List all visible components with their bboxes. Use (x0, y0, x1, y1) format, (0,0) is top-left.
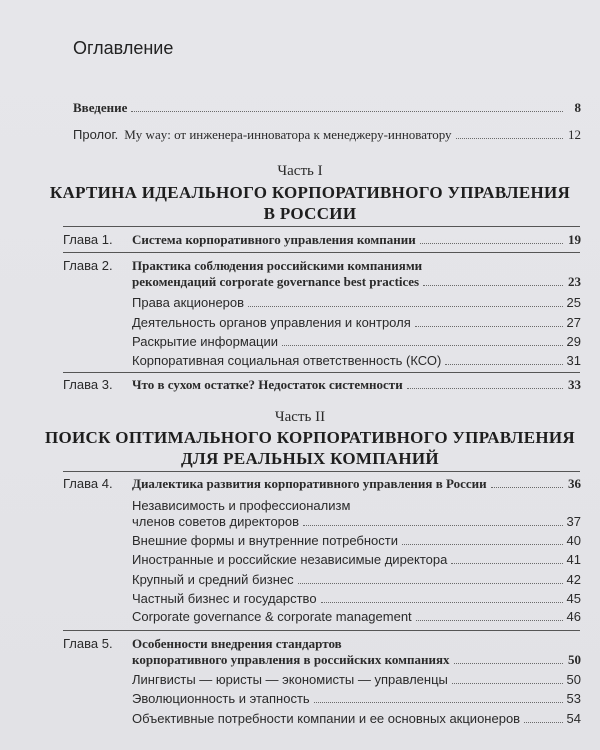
divider (63, 226, 580, 227)
dot-leader (456, 138, 563, 139)
page-number: 36 (568, 476, 581, 491)
dot-leader (452, 683, 563, 684)
dot-leader (321, 602, 563, 603)
toc-subentry[interactable] (132, 609, 581, 624)
entry-text: Крупный и средний бизнес (132, 572, 294, 587)
page-number: 50 (568, 652, 581, 667)
dot-leader (415, 326, 563, 327)
entry-text: членов советов директоров (132, 514, 300, 529)
page-number: 25 (566, 295, 581, 310)
dot-leader (491, 487, 563, 488)
toc-subentry[interactable] (132, 315, 581, 330)
chapter-5-label: Глава 5. (63, 636, 113, 651)
toc-subentry[interactable] (132, 672, 581, 687)
page-number: 29 (566, 334, 581, 349)
entry-text: Частный бизнес и государство (132, 591, 317, 606)
dot-leader (420, 243, 563, 244)
entry-text: Лингвисты — юристы — экономисты — управленцы (132, 672, 448, 687)
chapter-2-label: Глава 2. (63, 258, 113, 273)
part-1-title-line2: В РОССИИ (263, 204, 357, 223)
entry-text: Иностранные и российские независимые директора (132, 552, 448, 567)
toc-entry-chapter-5[interactable] (132, 652, 581, 667)
entry-text: Объективные потребности компании и ее основных акционеров (132, 711, 521, 726)
entry-text: Деятельность органов управления и контроля (132, 315, 411, 330)
dot-leader (131, 111, 563, 112)
dot-leader (314, 702, 563, 703)
toc-entry-chapter-1[interactable] (132, 232, 581, 247)
toc-entry-chapter-2[interactable] (132, 274, 581, 289)
dot-leader (451, 563, 562, 564)
entry-text: Внешние формы и внутренние потребности (132, 533, 398, 548)
entry-text: корпоративного управления в российских компаниях (132, 652, 450, 667)
page-number: 37 (566, 514, 581, 529)
chapter-4-label: Глава 4. (63, 476, 113, 491)
toc-subentry[interactable] (132, 591, 581, 606)
page-number: 54 (566, 711, 581, 726)
toc-entry-prologue[interactable] (73, 127, 581, 142)
dot-leader (445, 364, 562, 365)
page-number: 12 (568, 127, 581, 142)
divider (63, 630, 580, 631)
entry-text: Система корпоративного управления компании (132, 232, 416, 247)
entry-text: Что в сухом остатке? Недостаток системности (132, 377, 403, 392)
divider (63, 252, 580, 253)
entry-text: Диалектика развития корпоративного управления в России (132, 476, 487, 491)
page-number: 46 (566, 609, 581, 624)
dot-leader (248, 306, 562, 307)
toc-entry-introduction[interactable] (73, 100, 581, 115)
page-number: 33 (568, 377, 581, 392)
page-number: 19 (568, 232, 581, 247)
toc-subentry[interactable] (132, 514, 581, 529)
page-number: 23 (568, 274, 581, 289)
entry-text: Введение (73, 100, 128, 115)
divider (63, 471, 580, 472)
dot-leader (282, 345, 563, 346)
toc-subentry[interactable] (132, 533, 581, 548)
dot-leader (416, 620, 563, 621)
entry-label: Пролог. (73, 127, 119, 142)
toc-subentry[interactable] (132, 334, 581, 349)
part-1-title-line1: КАРТИНА ИДЕАЛЬНОГО КОРПОРАТИВНОГО УПРАВЛЕНИЯ (49, 183, 571, 202)
divider (63, 372, 580, 373)
part-1-number: Часть I (277, 163, 323, 179)
chapter-5-title-line1[interactable]: Особенности внедрения стандартов (132, 636, 342, 651)
chapter-1-label: Глава 1. (63, 232, 113, 247)
page-number: 31 (566, 353, 581, 368)
entry-text: Корпоративная социальная ответственность (КСО) (132, 353, 442, 368)
page-number: 53 (566, 691, 581, 706)
toc-subentry[interactable] (132, 295, 581, 310)
toc-subentry[interactable] (132, 691, 581, 706)
page-number: 27 (566, 315, 581, 330)
dot-leader (454, 663, 564, 664)
chapter-3-label: Глава 3. (63, 377, 113, 392)
entry-text: Права акционеров (132, 295, 245, 310)
page-number: 8 (574, 100, 581, 115)
dot-leader (303, 525, 562, 526)
toc-subentry[interactable] (132, 353, 581, 368)
toc-entry-chapter-3[interactable] (132, 377, 581, 392)
page-number: 41 (566, 552, 581, 567)
toc-subentry[interactable] (132, 572, 581, 587)
part-2-number: Часть II (274, 409, 326, 425)
dot-leader (298, 583, 563, 584)
chapter-4-subentry-line1[interactable]: Независимость и профессионализм (132, 498, 351, 513)
entry-text: My way: от инженера-инноватора к менеджеру-инноватору (124, 127, 452, 142)
page-number: 45 (566, 591, 581, 606)
dot-leader (524, 722, 562, 723)
toc-title: Оглавление (73, 38, 174, 58)
dot-leader (402, 544, 563, 545)
page-number: 42 (566, 572, 581, 587)
part-2-title-line2: ДЛЯ РЕАЛЬНЫХ КОМПАНИЙ (181, 449, 439, 468)
toc-subentry[interactable] (132, 711, 581, 726)
toc-subentry[interactable] (132, 552, 581, 567)
chapter-2-title-line1[interactable]: Практика соблюдения российскими компаниями (132, 258, 423, 273)
page-number: 40 (566, 533, 581, 548)
dot-leader (407, 388, 563, 389)
entry-text: рекомендаций corporate governance best practices (132, 274, 420, 289)
dot-leader (423, 285, 563, 286)
page-number: 50 (566, 672, 581, 687)
entry-text: Corporate governance & corporate management (132, 609, 412, 624)
entry-text: Эволюционность и этапность (132, 691, 310, 706)
entry-text: Раскрытие информации (132, 334, 279, 349)
toc-entry-chapter-4[interactable] (132, 476, 581, 491)
part-2-title-line1: ПОИСК ОПТИМАЛЬНОГО КОРПОРАТИВНОГО УПРАВЛЕНИЯ (44, 428, 576, 447)
